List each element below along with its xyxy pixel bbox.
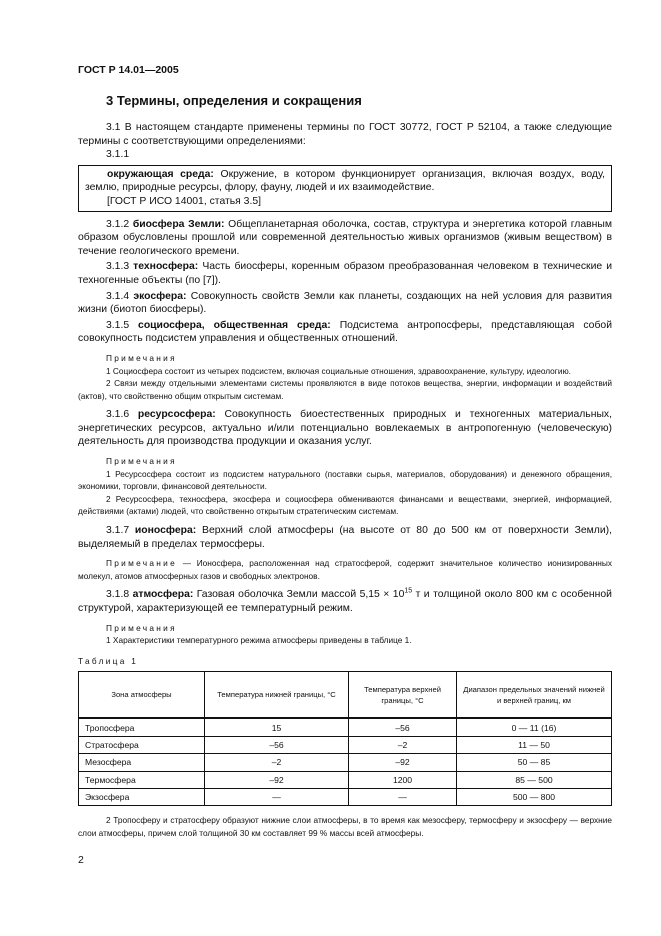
paragraph-3-1 (78, 121, 612, 162)
definition: Окружение, в котором функционирует организация, включая воздух, воду, землю, природные ресурсы, флору, фауну, людей и их взаимодействие. (85, 168, 606, 194)
term-3-1-8: 3.1.8 атмосфера: Газовая оболочка Земли массой $5,15 \times 10^{15}$ т и толщиной около 800 км с особенной структурой, характеризующей ее температурный режим. (78, 587, 612, 614)
paragraph-text: 3.1 В настоящем стандарте применены термины по ГОСТ 30772, ГОСТ Р 52104, а также следующие термины с соответствующими определениями: (78, 122, 612, 147)
table-cell: — (205, 788, 349, 805)
page-number: 2 (78, 853, 84, 866)
term: окружающая среда: (107, 168, 214, 180)
term-3-1-5: 3.1.5 социосфера, общественная среда: Подсистема антропосферы, представляющая собой совокупность подсистем управления и общественных отношений. (78, 319, 612, 345)
clause-number: 3.1.1 (106, 149, 130, 161)
term-3-1-7: 3.1.7 ионосфера: Верхний слой атмосферы (на высоте от 80 до 500 км от поверхности Земли), выделяемый в пределах термосферы. (78, 525, 613, 550)
section-title: 3 Термины, определения и сокращения (106, 93, 362, 108)
document-page (78, 0, 612, 887)
table-cell: Термосфера (79, 771, 205, 788)
note-3-1-8-2 (78, 814, 612, 839)
table-cell: –92 (205, 771, 349, 788)
notes-3-1-5 (78, 352, 612, 402)
table-cell: 500 — 800 (457, 788, 612, 805)
table-cell: 50 — 85 (457, 754, 612, 771)
notes-label: Примечания (106, 456, 177, 467)
note-item: 2 Ресурсосфера, техносфера, экосфера и социосфера обмениваются финансами и веществами, энергией, информацией, действиями (актами) людей, что свойственно открытым стратегическим системам. (78, 493, 612, 517)
table-cell: Экзосфера (79, 788, 205, 805)
table-cell: –92 (349, 754, 457, 771)
note-item: 2 Тропосферу и стратосферу образуют нижние слои атмосферы, в то время как мезосферу, термосферу и экзосферу — верхние слои атмосферы, причем слой толщиной 30 км составляет 99 % массы всей атмосферы. (78, 815, 612, 838)
notes-label: Примечания (106, 352, 177, 363)
table-cell: –2 (349, 736, 457, 753)
table-cell: Тропосфера (79, 718, 205, 736)
atmosphere-table (78, 671, 612, 806)
table-cell: — (349, 788, 457, 805)
table-row (79, 736, 612, 753)
table-cell: 11 — 50 (457, 736, 612, 753)
note-item: 1 Ресурсосфера состоит из подсистем натурального (поставки сырья, материалов, оборудования) и денежного обращения, экономики, торговли, финансовой деятельности. (78, 468, 612, 492)
notes-label: Примечания (106, 622, 177, 633)
table-cell: 0 — 11 (16) (457, 718, 612, 736)
table-cell: –56 (205, 736, 349, 753)
table-row (79, 771, 612, 788)
table-cell: Стратосфера (79, 736, 205, 753)
table-cell: 85 — 500 (457, 771, 612, 788)
document-header: ГОСТ Р 14.01—2005 (78, 64, 179, 76)
notes-3-1-8 (78, 622, 612, 647)
note-item: 1 Социосфера состоит из четырех подсистем, включая социальные отношения, здравоохранение, культуру, идеологию. (106, 365, 571, 376)
note-text: — Ионосфера, расположенная над стратосферой, содержит значительное количество ионизированных молекул, атомов атмосферных газов и свободных электронов. (78, 558, 612, 581)
table-cell: Мезосфера (79, 754, 205, 771)
note-item: 1 Характеристики температурного режима атмосферы приведены в таблице 1. (106, 635, 412, 646)
table-cell: 15 (205, 718, 349, 736)
column-header: Температура верхней границы, °С (349, 672, 457, 719)
note-3-1-7 (78, 557, 612, 582)
table-row (79, 754, 612, 771)
note-label: Примечание (106, 558, 178, 569)
table-row (79, 788, 612, 805)
table-cell: –56 (349, 718, 457, 736)
term-3-1-2: 3.1.2 биосфера Земли: Общепланетарная оболочка, состав, структура и энергетика которой главным образом обусловлены прошлой или современной деятельностью живых организмов (живым веществом) в течение геологического времени. (78, 218, 612, 257)
notes-3-1-6 (78, 455, 612, 518)
table-cell: –2 (205, 754, 349, 771)
term-3-1-4: 3.1.4 экосфера: Совокупность свойств Земли как планеты, создающих на ней условия для развития жизни (биотоп биосферы). (78, 290, 612, 316)
table-row (79, 718, 612, 736)
term-3-1-3: 3.1.3 техносфера: Часть биосферы, коренным образом преобразованная человеком в технические и техногенные объекты (по [7]). (78, 261, 613, 286)
table-cell: 1200 (349, 771, 457, 788)
definition-box (78, 165, 612, 212)
column-header: Температура нижней границы, °С (205, 672, 349, 719)
table-caption: Таблица 1 (78, 655, 139, 666)
note-item: 2 Связи между отдельными элементами системы проявляются в виде потоков вещества, энергии, информации и воздействий (актов), что свойственно общим открытым системам. (78, 378, 612, 401)
definition-source: [ГОСТ Р ИСО 14001, статья 3.5] (107, 195, 262, 207)
column-header: Диапазон предельных значений нижней и верхней границ, км (457, 672, 612, 719)
table-header-row (79, 672, 612, 719)
column-header: Зона атмосферы (79, 672, 205, 719)
term-3-1-6: 3.1.6 ресурсосфера: Совокупность биоестественных природных и техногенных материальных, энергетических ресурсов, актуально и/или потенциально вовлекаемых в антропогенную (человеческую) деятельность для производства продукции и оказания услуг. (78, 409, 612, 448)
